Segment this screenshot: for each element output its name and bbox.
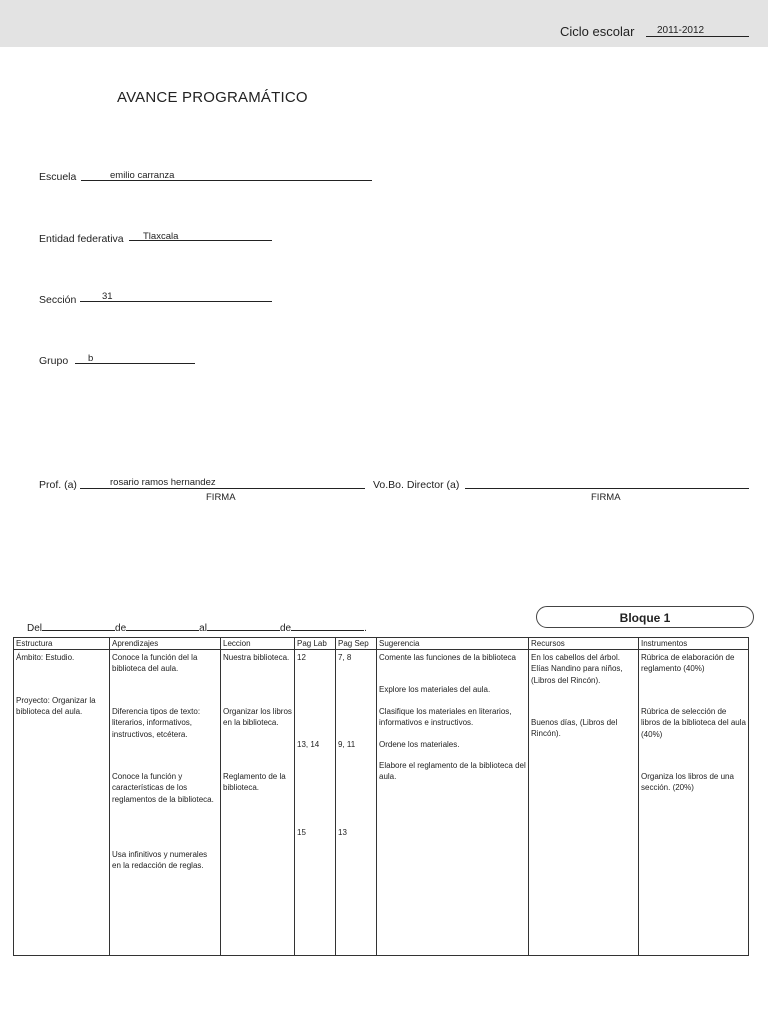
sugerencia-item: Ordene los materiales.	[379, 740, 460, 750]
cycle-label: Ciclo escolar	[560, 24, 635, 39]
cell-instrumentos	[639, 650, 749, 956]
entidad-value: Tlaxcala	[143, 231, 179, 242]
cell-aprendizajes	[110, 650, 221, 956]
cell-pag-sep	[336, 650, 377, 956]
prof-label: Prof. (a)	[39, 479, 77, 491]
pag-sep-item: 13	[338, 828, 347, 838]
col-aprendizajes: Aprendizajes	[110, 638, 221, 650]
period-del: Del	[27, 623, 43, 634]
instrumentos-item: Rúbrica de elaboración de reglamento (40%)	[641, 653, 735, 674]
col-estructura: Estructura	[14, 638, 110, 650]
period-blank-3	[207, 621, 280, 631]
sugerencia-item: Explore los materiales del aula.	[379, 685, 491, 695]
col-instrumentos: Instrumentos	[639, 638, 749, 650]
sugerencia-item: Elabore el reglamento de la biblioteca del aula.	[379, 761, 526, 782]
page-title: AVANCE PROGRAMÁTICO	[117, 89, 308, 106]
prof-value: rosario ramos hernandez	[110, 477, 216, 488]
cell-pag-lab	[295, 650, 336, 956]
estructura-proyecto: Proyecto: Organizar la biblioteca del aula.	[16, 696, 96, 717]
leccion-item: Nuestra biblioteca.	[223, 653, 290, 663]
col-pag-lab: Pag Lab	[295, 638, 336, 650]
aprendizaje-item: Diferencia tipos de texto: literarios, informativos, instructivos, etcétera.	[112, 707, 201, 739]
cycle-value: 2011-2012	[657, 25, 705, 36]
pag-lab-item: 15	[297, 828, 306, 838]
seccion-value: 31	[102, 291, 113, 302]
period-end: .	[364, 623, 367, 634]
bloque-badge: Bloque 1	[536, 606, 754, 628]
estructura-ambito: Ámbito: Estudio.	[16, 653, 75, 663]
director-line	[465, 488, 749, 489]
sugerencia-item: Comente las funciones de la biblioteca	[379, 653, 516, 663]
director-firma: FIRMA	[591, 492, 621, 503]
col-leccion: Leccion	[221, 638, 295, 650]
recursos-item: Buenos días, (Libros del Rincón).	[531, 718, 618, 739]
entidad-label: Entidad federativa	[39, 233, 124, 245]
cell-recursos	[529, 650, 639, 956]
prof-firma: FIRMA	[206, 492, 236, 503]
aprendizaje-item: Conoce la función y características de los reglamentos de la biblioteca.	[112, 772, 214, 804]
table-header-row	[14, 638, 749, 650]
seccion-label: Sección	[39, 294, 77, 306]
pag-sep-item: 7, 8	[338, 653, 352, 663]
instrumentos-item: Organiza los libros de una sección. (20%)	[641, 772, 734, 793]
cell-sugerencia	[377, 650, 529, 956]
period-de-2: de	[279, 623, 292, 634]
pag-sep-item: 9, 11	[338, 740, 356, 750]
grupo-value: b	[88, 353, 94, 364]
period-de-1: de	[115, 623, 127, 634]
period-blank-1	[42, 621, 115, 631]
cell-leccion	[221, 650, 295, 956]
escuela-label: Escuela	[39, 171, 77, 183]
recursos-item: En los cabellos del árbol. Elías Nandino para niños, (Libros del Rincón).	[531, 653, 623, 685]
period-al: al	[199, 623, 207, 634]
leccion-item: Organizar los libros en la biblioteca.	[223, 707, 292, 728]
col-recursos: Recursos	[529, 638, 639, 650]
cell-estructura	[14, 650, 110, 956]
sugerencia-item: Clasifique los materiales en literarios, informativos e instructivos.	[379, 707, 512, 728]
instrumentos-item: Rúbrica de selección de libros de la biblioteca del aula (40%)	[641, 707, 746, 739]
program-table	[13, 637, 749, 956]
director-label: Vo.Bo. Director (a)	[373, 479, 460, 491]
period-row	[27, 621, 367, 634]
prof-line	[80, 488, 365, 489]
col-sugerencia: Sugerencia	[377, 638, 529, 650]
escuela-value: emilio carranza	[110, 170, 175, 181]
period-blank-2	[126, 621, 199, 631]
col-pag-sep: Pag Sep	[336, 638, 377, 650]
pag-lab-item: 12	[297, 653, 306, 663]
period-blank-4	[291, 621, 364, 631]
table-row	[14, 650, 749, 956]
grupo-label: Grupo	[39, 355, 69, 367]
pag-lab-item: 13, 14	[297, 740, 320, 750]
leccion-item: Reglamento de la biblioteca.	[223, 772, 286, 793]
aprendizaje-item: Usa infinitivos y numerales en la redacción de reglas.	[112, 850, 208, 871]
aprendizaje-item: Conoce la función del la biblioteca del aula.	[112, 653, 198, 674]
